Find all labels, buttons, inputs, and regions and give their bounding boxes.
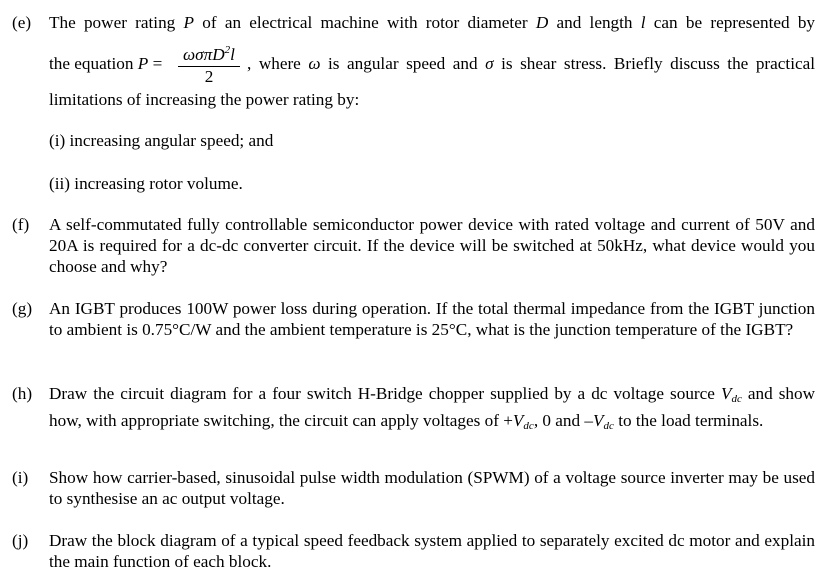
equation-prefix: the equation P = <box>49 54 163 73</box>
question-text-line: The power rating P of an electrical machine with rotor diameter D and length l can be represented by <box>49 13 816 32</box>
question-text: Draw the circuit diagram for a four switch H-Bridge chopper supplied by a dc voltage source $V_{dc}$ and show how, with appropriate switching, the circuit can apply voltages of $+V_{dc}$, 0 and $-V_{dc}$ to the load terminals. <box>49 384 815 432</box>
question-text-line: limitations of increasing the power rating by: <box>49 90 360 109</box>
question-text: A self-commutated fully controllable semiconductor power device with rated voltage and current of 50V and 20A is required for a dc-dc converter circuit. If the device will be switched at 50kHz, what device would you choose and why? <box>49 215 815 276</box>
question-label: (i) <box>12 468 29 487</box>
fraction-numerator: ωσπD$^2$l <box>183 44 235 64</box>
equation-suffix: , where ω is angular speed and σ is shear stress. Briefly discuss the practical <box>247 54 815 73</box>
question-text: Draw the block diagram of a typical speed feedback system applied to separately excited dc motor and explain the main function of each block. <box>49 531 815 571</box>
power-equation-fraction <box>178 40 240 86</box>
question-label: (e) <box>12 13 32 32</box>
question-label: (f) <box>12 215 30 234</box>
fraction-denominator: 2 <box>204 67 214 86</box>
sub-question-i: (i) increasing angular speed; and <box>49 131 274 150</box>
question-label: (h) <box>12 384 33 403</box>
question-text: Show how carrier-based, sinusoidal pulse width modulation (SPWM) of a voltage source inverter may be used to synthesise an ac output voltage. <box>49 468 815 508</box>
sub-question-ii: (ii) increasing rotor volume. <box>49 174 243 193</box>
question-text: An IGBT produces 100W power loss during operation. If the total thermal impedance from the IGBT junction to ambient is 0.75°C/W and the ambient temperature is 25°C, what is the junction temperature of the IGBT? <box>49 299 815 339</box>
question-label: (j) <box>12 531 29 550</box>
equation-line <box>0 40 821 88</box>
question-label: (g) <box>12 299 33 318</box>
